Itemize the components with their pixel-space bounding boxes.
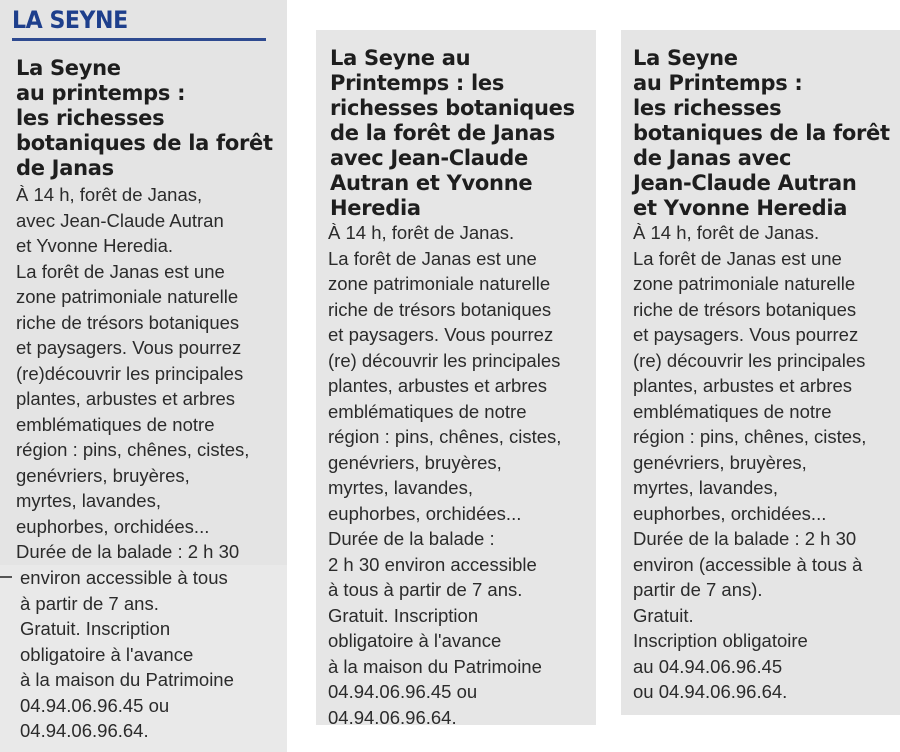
body-line: genévriers, bruyères, — [328, 451, 502, 473]
body-line: au 04.94.06.96.45 — [633, 655, 783, 677]
headline-line: Jean-Claude Autran — [633, 171, 857, 195]
body-line: euphorbes, orchidées... — [633, 502, 827, 524]
headline-1 — [16, 56, 273, 181]
headline-line: La Seyne au — [330, 46, 471, 70]
body-line: euphorbes, orchidées... — [328, 502, 522, 524]
body-line: genévriers, bruyères, — [16, 464, 190, 486]
headline-line: les richesses — [633, 96, 782, 120]
headline-line: les richesses — [16, 106, 165, 130]
headline-line: au Printemps : — [633, 71, 803, 95]
body-2 — [328, 220, 561, 730]
body-line: et paysagers. Vous pourrez — [633, 324, 859, 345]
scan-mark — [0, 576, 12, 578]
body-line: région : pins, chênes, cistes, — [328, 426, 562, 447]
body-1-continued — [20, 565, 234, 744]
article-clipping-2 — [316, 30, 596, 728]
body-line: 04.94.06.96.64. — [20, 720, 149, 741]
body-line: Gratuit. — [633, 604, 694, 626]
body-line: emblématiques de notre — [16, 413, 215, 435]
body-line: obligatoire à l'avance — [20, 643, 194, 665]
body-line: myrtes, lavandes, — [633, 477, 778, 498]
headline-line: au printemps : — [16, 81, 186, 105]
body-line: région : pins, chênes, cistes, — [16, 439, 250, 460]
body-line: zone patrimoniale naturelle — [328, 273, 551, 294]
body-line: Gratuit. Inscription — [20, 618, 171, 639]
body-line: À 14 h, forêt de Janas. — [633, 222, 820, 243]
body-line: La forêt de Janas est une — [328, 247, 537, 269]
body-line: à tous à partir de 7 ans. — [328, 579, 523, 600]
body-line: (re) découvrir les principales — [633, 349, 866, 371]
headline-line: botaniques de la forêt — [16, 131, 273, 155]
body-line: riche de trésors botaniques — [16, 311, 240, 333]
body-3 — [633, 220, 866, 705]
headline-line: La Seyne — [16, 56, 121, 80]
body-line: myrtes, lavandes, — [328, 477, 473, 498]
body-line: et Yvonne Heredia. — [16, 235, 174, 256]
headline-line: richesses botaniques — [330, 96, 575, 120]
body-line: avec Jean-Claude Autran — [16, 209, 224, 231]
body-line: à la maison du Patrimoine — [328, 655, 542, 677]
body-line: emblématiques de notre — [633, 400, 832, 422]
headline-line: Printemps : les — [330, 71, 505, 95]
headline-3 — [633, 46, 890, 221]
body-line: plantes, arbustes et arbres — [328, 375, 548, 396]
article-clipping-1 — [0, 0, 287, 565]
body-line: (re)découvrir les principales — [16, 362, 244, 384]
body-line: à partir de 7 ans. — [20, 592, 159, 614]
body-line: Durée de la balade : 2 h 30 — [633, 528, 857, 549]
body-line: et paysagers. Vous pourrez — [328, 324, 554, 345]
headline-line: Heredia — [330, 196, 421, 220]
body-line: obligatoire à l'avance — [328, 630, 502, 651]
body-line: La forêt de Janas est une — [16, 260, 225, 282]
headline-line: avec Jean-Claude — [330, 146, 528, 170]
body-line: région : pins, chênes, cistes, — [633, 426, 867, 447]
body-line: genévriers, bruyères, — [633, 451, 807, 473]
body-line: À 14 h, forêt de Janas, — [16, 184, 203, 205]
section-rule — [12, 38, 266, 41]
body-line: partir de 7 ans). — [633, 579, 763, 600]
body-line: À 14 h, forêt de Janas. — [328, 222, 515, 243]
article-clipping-3 — [621, 30, 900, 715]
article-clipping-1-continued — [0, 565, 287, 752]
headline-line: de Janas — [16, 156, 114, 180]
body-line: environ (accessible à tous à — [633, 553, 863, 575]
body-line: 04.94.06.96.45 ou — [328, 681, 478, 702]
body-line: environ accessible à tous — [20, 567, 228, 588]
body-1 — [16, 182, 249, 565]
body-line: zone patrimoniale naturelle — [633, 273, 856, 294]
body-line: plantes, arbustes et arbres — [633, 375, 853, 396]
headline-line: de la forêt de Janas — [330, 121, 555, 145]
body-line: emblématiques de notre — [328, 400, 527, 422]
headline-line: Autran et Yvonne — [330, 171, 533, 195]
body-line: Durée de la balade : — [328, 528, 495, 549]
body-line: myrtes, lavandes, — [16, 490, 161, 511]
body-line: ou 04.94.06.96.64. — [633, 681, 788, 702]
body-line: riche de trésors botaniques — [328, 298, 552, 320]
body-line: (re) découvrir les principales — [328, 349, 561, 371]
body-line: et paysagers. Vous pourrez — [16, 337, 242, 358]
body-line: euphorbes, orchidées... — [16, 515, 210, 537]
headline-line: La Seyne — [633, 46, 738, 70]
body-line: La forêt de Janas est une — [633, 247, 842, 269]
body-line: riche de trésors botaniques — [633, 298, 857, 320]
headline-line: et Yvonne Heredia — [633, 196, 848, 220]
body-line: 04.94.06.96.45 ou — [20, 694, 170, 716]
body-line: 04.94.06.96.64. — [328, 706, 457, 728]
headline-line: de Janas avec — [633, 146, 792, 170]
body-line: zone patrimoniale naturelle — [16, 286, 239, 307]
section-title: LA SEYNE — [12, 6, 128, 34]
body-line: Durée de la balade : 2 h 30 — [16, 541, 240, 562]
body-line: plantes, arbustes et arbres — [16, 388, 236, 409]
body-line: 2 h 30 environ accessible — [328, 553, 537, 575]
body-line: à la maison du Patrimoine — [20, 669, 234, 690]
body-line: Inscription obligatoire — [633, 630, 808, 651]
body-line: Gratuit. Inscription — [328, 604, 479, 626]
headline-2 — [330, 46, 575, 221]
headline-line: botaniques de la forêt — [633, 121, 890, 145]
